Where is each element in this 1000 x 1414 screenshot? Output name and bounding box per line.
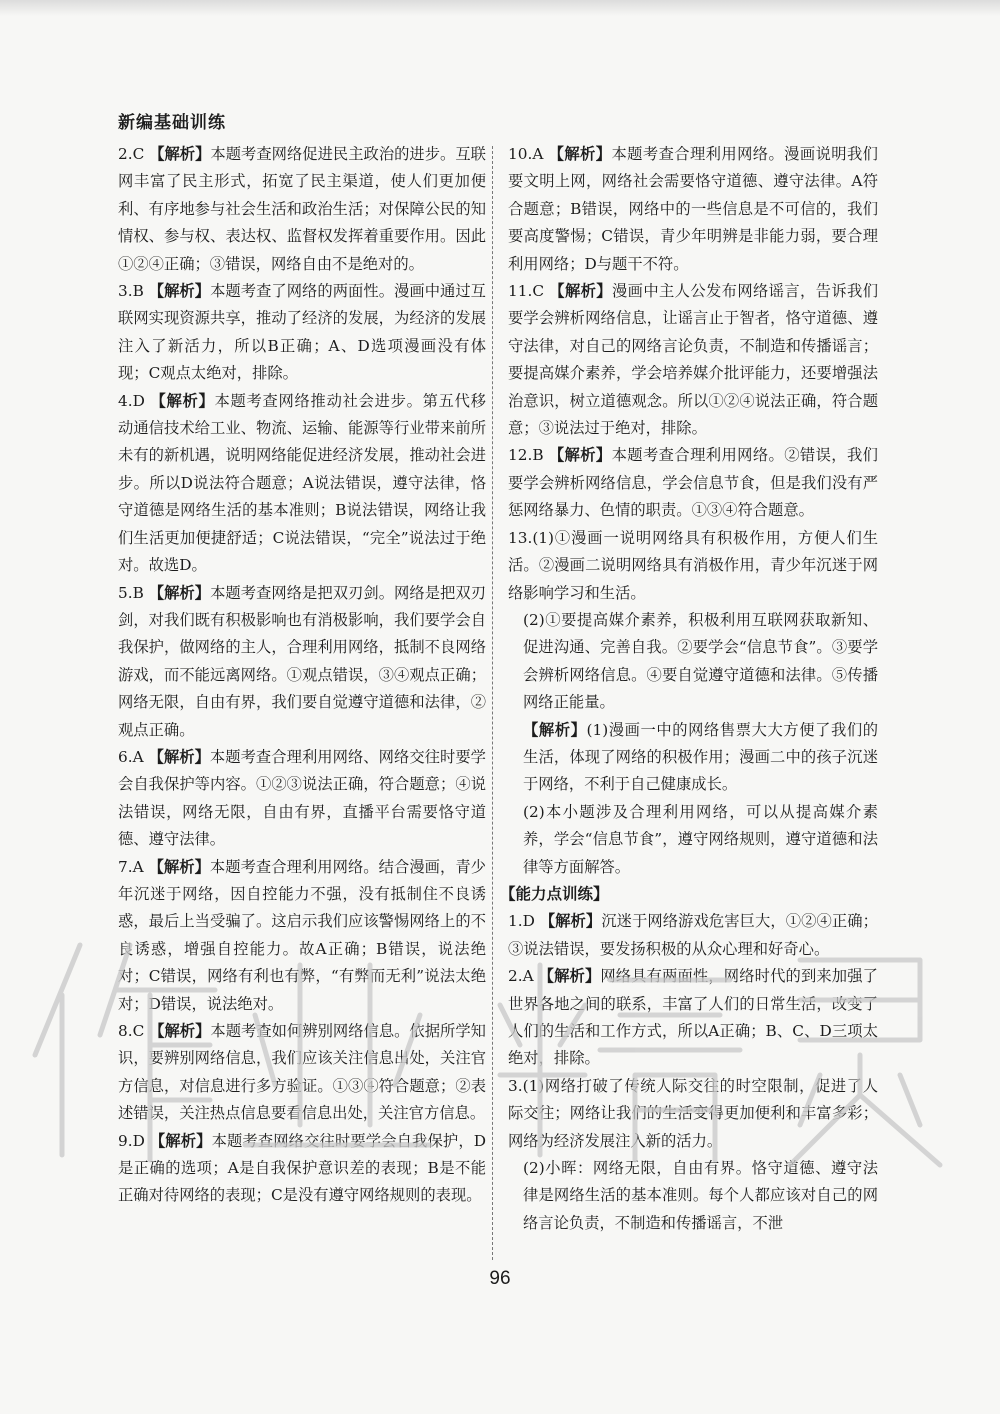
section-heading: 【能力点训练】 [500,884,609,903]
answer-item: 2.C 【解析】本题考查网络促进民主政治的进步。互联网丰富了民主形式，拓宽了民主渠道，使人们更加便利、有序地参与社会生活和政治生活；对保障公民的知情权、参与权、表达权、监督权发挥着重要作用。因此①②④正确；③错误，网络自由不是绝对的。 [118,145,486,273]
answer-item: 7.A 【解析】本题考查合理利用网络。结合漫画，青少年沉迷于网络，因自控能力不强，没有抵制住不良诱惑，最后上当受骗了。这启示我们应该警惕网络上的不良诱惑，增强自控能力。故A正确；B错误，说法绝对；C错误，网络有利也有弊，“有弊而无利”说法太绝对；D错误，说法绝对。 [118,857,486,1013]
column-divider [492,146,493,1260]
answer-item: 8.C 【解析】本题考查如何辨别网络信息。依据所学知识，要辨别网络信息，我们应该关注信息出处，关注官方信息，对信息进行多方验证。①③④符合题意；②表述错误，关注热点信息要看信息出处，关注官方信息。 [118,1022,486,1123]
answer-item-3-part1: 3.(1)网络打破了传统人际交往的时空限制，促进了人际交往；网络让我们的生活变得更加便利和丰富多彩；网络为经济发展注入新的活力。 [508,1076,878,1150]
section-title: 新编基础训练 [118,113,226,133]
answer-item: 10.A 【解析】本题考查合理利用网络。漫画说明我们要文明上网，网络社会需要恪守道德、遵守法律。A符合题意；B错误，网络中的一些信息是不可信的，我们要高度警惕；C错误，青少年明辨是非能力弱，要合理利用网络；D与题干不符。 [508,145,878,273]
answer-item: 5.B 【解析】本题考查网络是把双刃剑。网络是把双刃剑，对我们既有积极影响也有消极影响，我们要学会自我保护，做网络的主人，合理利用网络，抵制不良网络游戏，而不能远离网络。①观点错误，③④观点正确；网络无限，自由有界，我们要自觉遵守道德和法律，②观点正确。 [118,583,486,739]
answer-item-13-part1: 13.(1)①漫画一说明网络具有积极作用，方便人们生活。②漫画二说明网络具有消极作用，青少年沉迷于网络影响学习和生活。 [508,528,878,602]
scan-top-shadow [0,0,1000,16]
answer-item: 9.D 【解析】本题考查网络交往时要学会自我保护，D是正确的选项；A是自我保护意识差的表现；B是不能正确对待网络的表现；C是没有遵守网络规则的表现。 [118,1131,486,1205]
answer-item: 3.B 【解析】本题考查了网络的两面性。漫画中通过互联网实现资源共享，推动了经济的发展，为经济的发展注入了新活力，所以B正确；A、D选项漫画没有体现；C观点太绝对，排除。 [118,282,486,383]
answer-item-13-part2: (2)①要提高媒介素养，积极利用互联网获取新知、促进沟通、完善自我。②要学会“信息节食”。③要学会辨析网络信息。④要自觉遵守道德和法律。⑤传播网络正能量。 [523,610,878,712]
answer-item: 4.D 【解析】本题考查网络推动社会进步。第五代移动通信技术给工业、物流、运输、能源等行业带来前所未有的新机遇，说明网络能促进经济发展，推动社会进步。所以D说法符合题意；A说法错误，遵守法律，恪守道德是网络生活的基本准则；B说法错误，网络让我们生活更加便捷舒适；C说法错误，“完全”说法过于绝对。故选D。 [118,391,486,575]
answer-item-3-part2: (2)小晖：网络无限，自由有界。恪守道德、遵守法律是网络生活的基本准则。每个人都应该对自己的网络言论负责，不制造和传播谣言，不泄 [523,1159,878,1232]
page-number: 96 [489,1268,511,1289]
answer-item-13-analysis: 【解析】(1)漫画一中的网络售票大大方便了我们的生活，体现了网络的积极作用；漫画二中的孩子沉迷于网络，不利于自己健康成长。 [523,720,878,794]
answer-item-13-part3: (2)本小题涉及合理利用网络，可以从提高媒介素养，学会“信息节食”，遵守网络规则，遵守道德和法律等方面解答。 [523,802,878,876]
answer-item: 6.A 【解析】本题考查合理利用网络、网络交往时要学会自我保护等内容。①②③说法正确，符合题意；④说法错误，网络无限，自由有界，直播平台需要恪守道德、遵守法律。 [118,747,486,849]
answer-item: 2.A 【解析】网络具有两面性，网络时代的到来加强了世界各地之间的联系，丰富了人们的日常生活，改变了人们的生活和工作方式，所以A正确；B、C、D三项太绝对，排除。 [508,967,878,1068]
left-column [118,141,486,1210]
answer-item: 11.C 【解析】漫画中主人公发布网络谣言，告诉我们要学会辨析网络信息，让谣言止于智者，恪守道德、遵守法律，对自己的网络言论负责，不制造和传播谣言；要提高媒介素养，学会培养媒介批评能力，还要增强法治意识，树立道德观念。所以①②④说法正确，符合题意；③说法过于绝对，排除。 [508,282,878,438]
answer-item: 12.B 【解析】本题考查合理利用网络。②错误，我们要学会辨析网络信息，学会信息节食，但是我们没有严惩网络暴力、色情的职责。①③④符合题意。 [508,446,878,520]
answer-item: 1.D 【解析】沉迷于网络游戏危害巨大，①②④正确；③说法错误，要发扬积极的从众心理和好奇心。 [508,912,878,958]
right-column [500,141,878,1237]
